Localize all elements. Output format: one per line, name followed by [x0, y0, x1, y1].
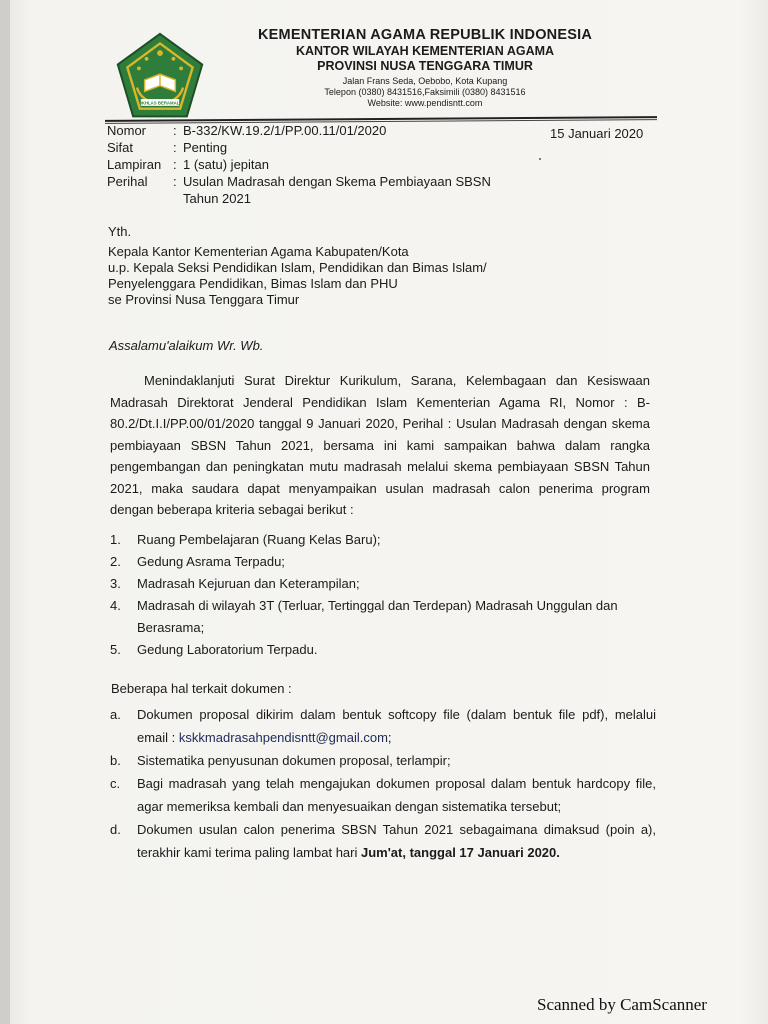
meta-sep: :: [173, 174, 177, 189]
recipient-line: u.p. Kepala Seksi Pendidikan Islam, Pendidikan dan Bimas Islam/: [108, 260, 487, 275]
meta-row-lampiran: [107, 156, 563, 173]
list-marker: 4.: [110, 598, 121, 613]
documents-list: [110, 703, 656, 864]
meta-value: Penting: [183, 140, 228, 155]
website-line: Website: www.pendisntt.com: [367, 98, 483, 108]
letterhead-address: [215, 76, 635, 109]
recipient-line: se Provinsi Nusa Tenggara Timur: [108, 292, 300, 307]
meta-row-sifat: [107, 139, 563, 156]
list-marker: 5.: [110, 642, 121, 657]
list-text-part: Dokumen proposal dikirim dalam bentuk softcopy file (dalam bentuk file pdf), melalui email :: [137, 707, 656, 745]
phone-line: Telepon (0380) 8431516,Faksimili (0380) 8431516: [324, 87, 526, 97]
recipient-line: Yth.: [108, 224, 132, 239]
meta-value: Usulan Madrasah dengan Skema Pembiayaan SBSN Tahun 2021: [183, 174, 491, 206]
list-text: Gedung Laboratorium Terpadu.: [137, 642, 318, 657]
meta-value: 1 (satu) jepitan: [183, 157, 269, 172]
list-marker: 1.: [110, 532, 121, 547]
list-item: [110, 573, 670, 595]
list-marker: 3.: [110, 576, 121, 591]
recipient-line: Penyelenggara Pendidikan, Bimas Islam dan PHU: [108, 276, 398, 291]
meta-key: Sifat: [107, 140, 134, 155]
list-marker: b.: [110, 753, 121, 768]
list-marker: d.: [110, 822, 121, 837]
meta-sep: :: [173, 140, 177, 155]
letterhead: [215, 27, 635, 109]
list-item: [110, 639, 670, 661]
documents-heading: Beberapa hal terkait dokumen :: [111, 681, 292, 696]
letterhead-ministry: KEMENTERIAN AGAMA REPUBLIK INDONESIA: [258, 27, 592, 43]
list-text-part: Dokumen usulan calon penerima SBSN Tahun 2021 sebagaimana dimaksud (poin a), terakhir kami terima paling lambat hari: [137, 822, 656, 860]
list-text: [137, 703, 656, 749]
list-text: Madrasah Kejuruan dan Keterampilan;: [137, 576, 360, 591]
meta-key: Nomor: [107, 123, 147, 138]
list-text: [137, 818, 656, 864]
list-item: [110, 772, 656, 818]
recipient-line: Kepala Kantor Kementerian Agama Kabupaten/Kota: [108, 244, 409, 259]
list-text: Ruang Pembelajaran (Ruang Kelas Baru);: [137, 532, 381, 547]
list-text: Sistematika penyusunan dokumen proposal, terlampir;: [137, 753, 451, 768]
recipient-block: [108, 224, 487, 308]
meta-row-perihal: [107, 173, 563, 207]
list-text: Madrasah di wilayah 3T (Terluar, Tertinggal dan Terdepan) Madrasah Unggulan dan Berasrama;: [137, 598, 618, 635]
meta-sep: :: [173, 123, 177, 138]
body-paragraph: Menindaklanjuti Surat Direktur Kurikulum, Sarana, Kelembagaan dan Kesiswaan Madrasah Direktorat Jenderal Pendidikan Islam Kementerian Agama RI, Nomor : B-80.2/Dt.I.I/PP.00/01/2020 tanggal 9 Januari 2020, Perihal : Usulan Madrasah dengan skema pembiayaan SBSN Tahun 2021, bersama ini kami sampaikan bahwa dalam rangka pengembangan dan peningkatan mutu madrasah melalui skema pembiayaan SBSN Tahun 2021, maka saudara dapat menyampaikan usulan madrasah calon penerima program dengan beberapa kriteria sebagai berikut :: [110, 373, 650, 517]
meta-key: Perihal: [107, 174, 148, 189]
list-item: [110, 529, 670, 551]
deadline-text: Jum'at, tanggal 17 Januari 2020.: [360, 845, 560, 860]
scanner-watermark: Scanned by CamScanner: [537, 995, 707, 1014]
letterhead-province: PROVINSI NUSA TENGGARA TIMUR: [317, 59, 533, 73]
email-address: kskkmadrasahpendisntt@gmail.com: [178, 730, 388, 745]
list-text: Bagi madrasah yang telah mengajukan dokumen proposal dalam bentuk hardcopy file, agar memeriksa kembali dan menyesuaikan dengan sistematika tersebut;: [137, 776, 656, 814]
greeting: Assalamu'alaikum Wr. Wb.: [109, 338, 264, 353]
letterhead-office: KANTOR WILAYAH KEMENTERIAN AGAMA: [295, 44, 555, 58]
list-marker: c.: [110, 776, 121, 791]
letter-date: 15 Januari 2020: [550, 126, 644, 141]
list-item: [110, 818, 656, 864]
letter-meta: [107, 122, 563, 207]
meta-key: Lampiran: [107, 157, 162, 172]
list-marker: a.: [110, 707, 121, 722]
address-line: Jalan Frans Seda, Oebobo, Kota Kupang: [342, 76, 508, 86]
meta-sep: :: [173, 157, 177, 172]
list-marker: 2.: [110, 554, 121, 569]
scan-speck: [539, 158, 541, 160]
list-item: [110, 595, 670, 639]
emblem-motto: IKHLAS BERAMAL: [140, 100, 180, 106]
list-text-part: ;: [387, 730, 392, 745]
list-item: [110, 749, 656, 772]
meta-row-nomor: [107, 122, 563, 139]
list-item: [110, 551, 670, 573]
list-item: [110, 703, 656, 749]
list-text: Gedung Asrama Terpadu;: [137, 554, 285, 569]
kemenag-emblem-icon: [112, 30, 208, 126]
meta-value: B-332/KW.19.2/1/PP.00.11/01/2020: [183, 123, 387, 138]
criteria-list: [110, 529, 670, 661]
page-edge-shadow: [0, 0, 10, 1024]
